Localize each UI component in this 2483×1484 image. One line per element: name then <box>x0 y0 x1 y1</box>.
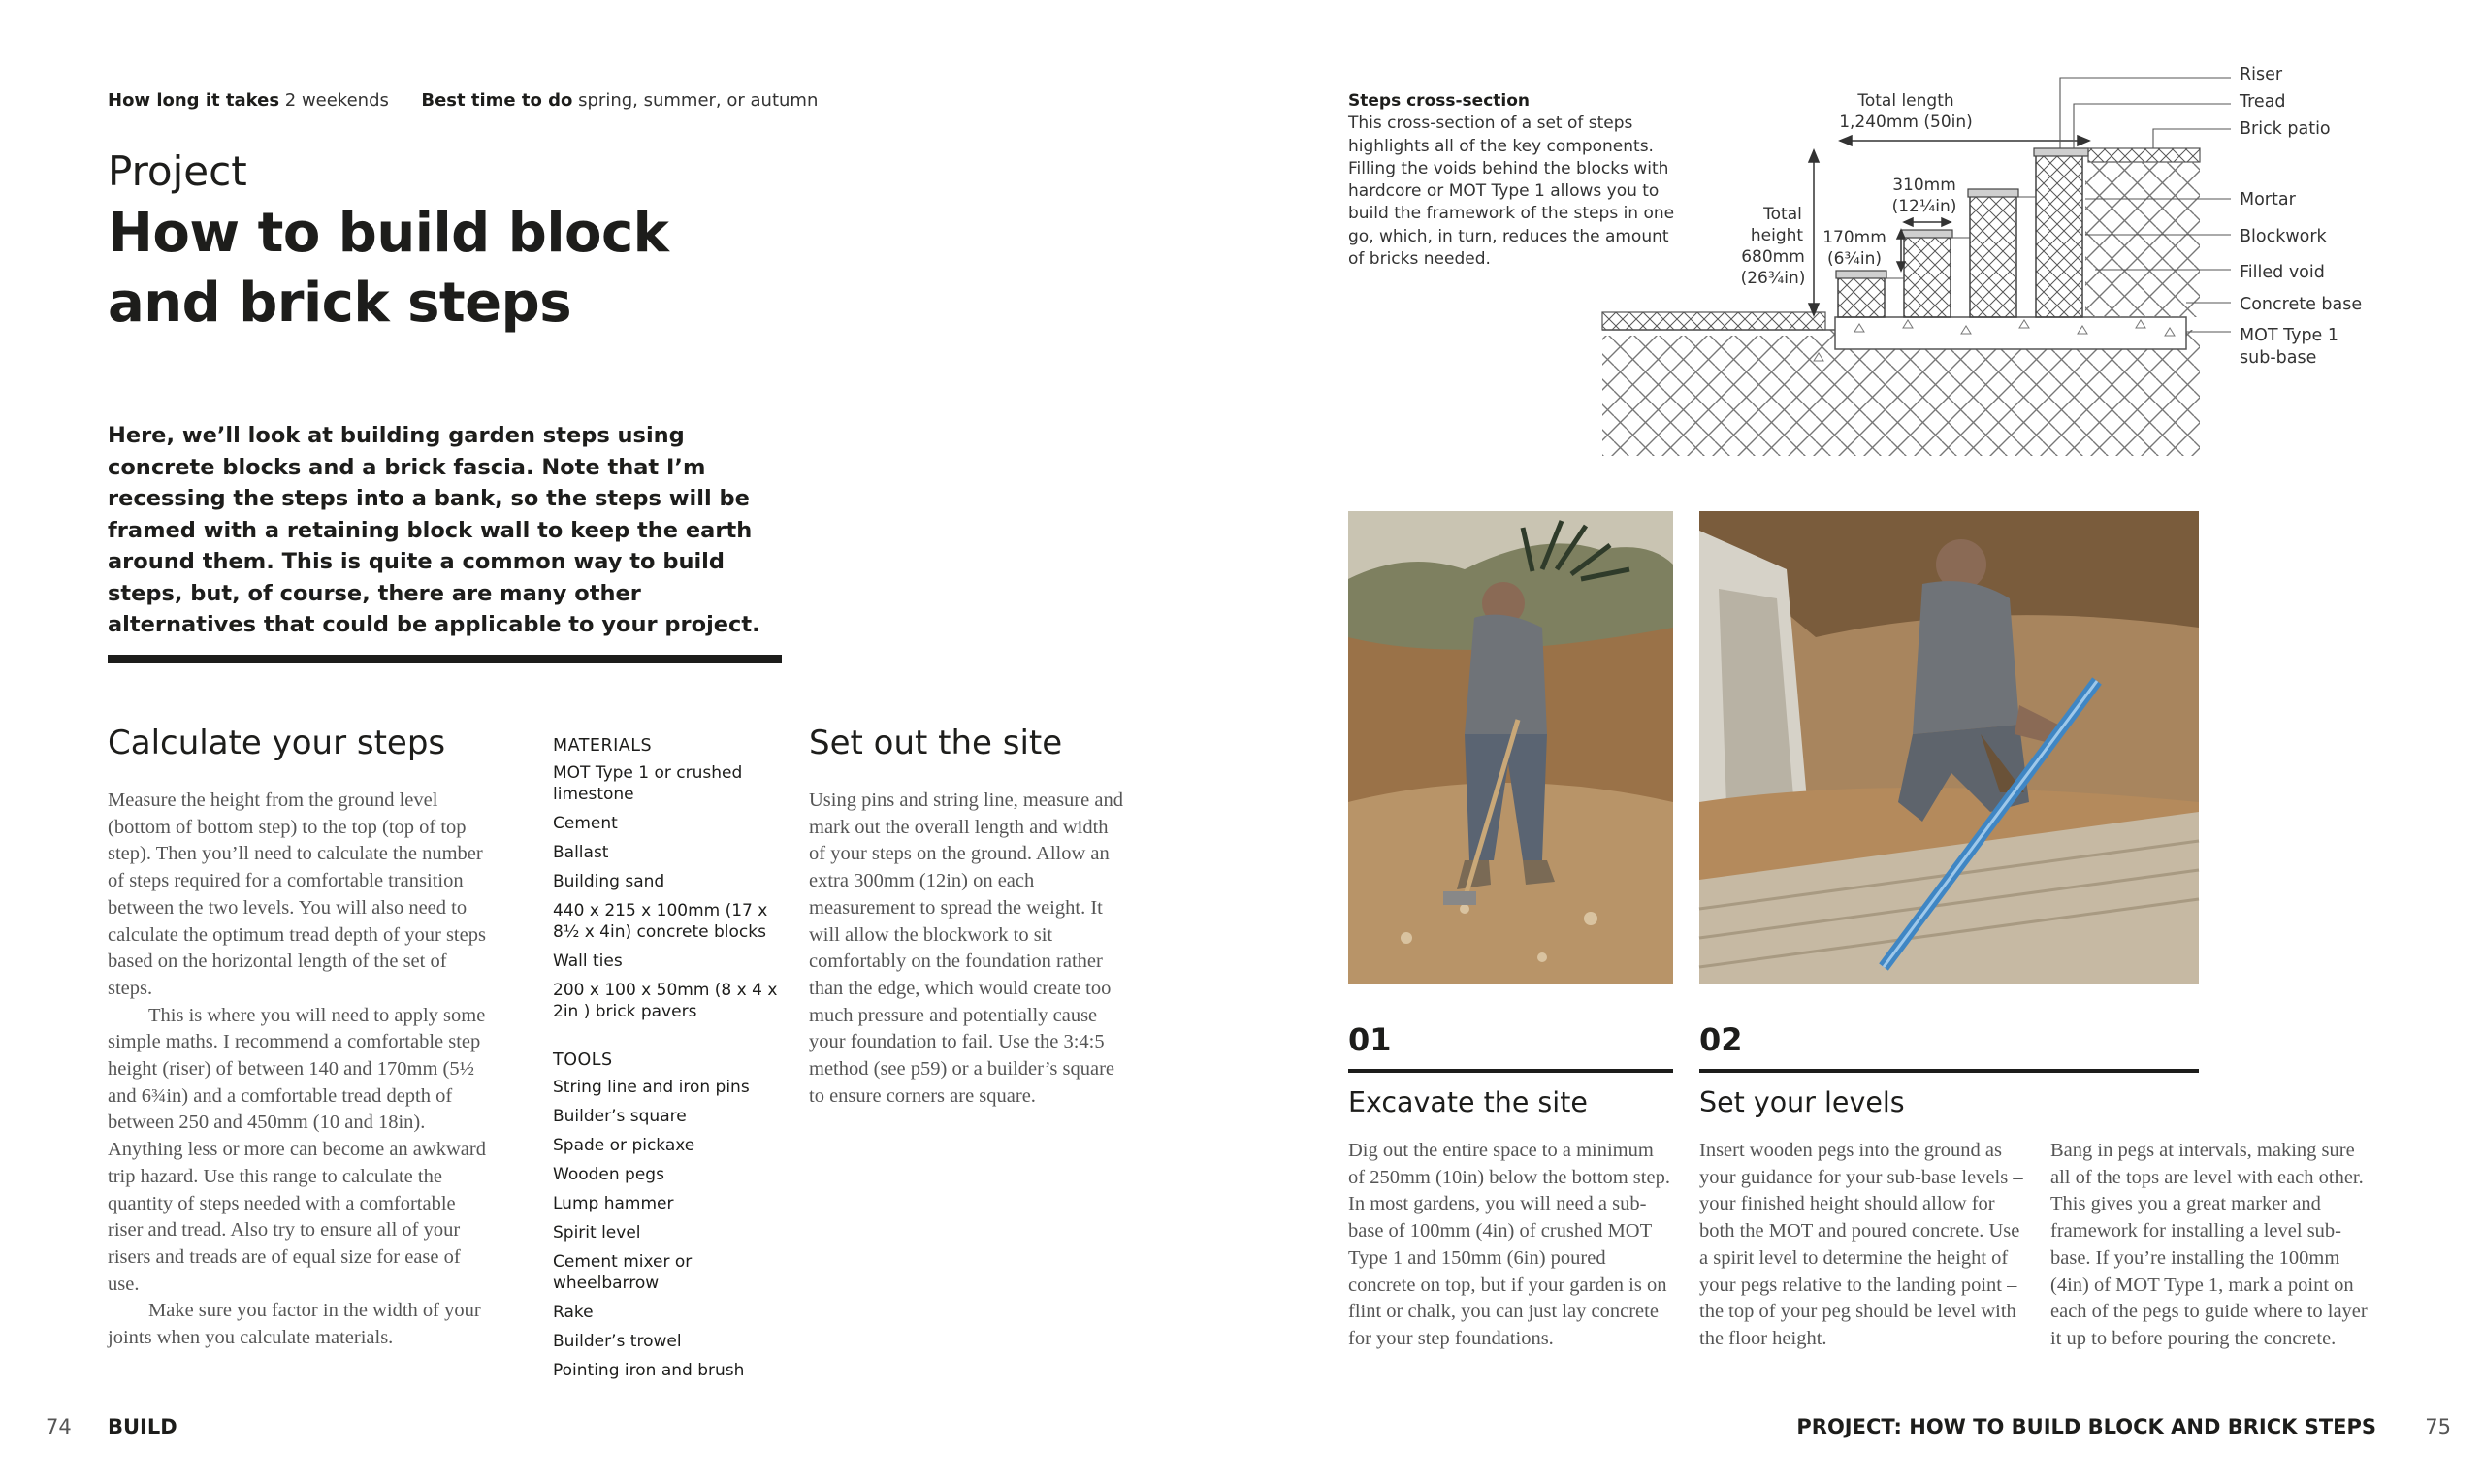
photo-setting-levels <box>1699 511 2199 984</box>
photo-excavating <box>1348 511 1673 984</box>
materials-item: 440 x 215 x 100mm (17 x 8½ x 4in) concrete blocks <box>553 901 768 942</box>
running-head-right: PROJECT: HOW TO BUILD BLOCK AND BRICK STEPS <box>1796 1415 2376 1438</box>
callout-mortar: Mortar <box>2240 190 2296 210</box>
duration-label: How long it takes <box>108 90 280 111</box>
diagram-caption-text: This cross-section of a set of steps highlights all of the key components. Filling the voids behind the blocks with hardcore or MOT Type 1 allows you to build the framework of the steps in one go, which, in turn, reduces the amount of bricks needed. <box>1348 113 1675 270</box>
project-meta <box>108 90 818 111</box>
callout-concrete-base: Concrete base <box>2240 295 2363 314</box>
duration-value: 2 weekends <box>284 90 389 111</box>
total-height-label-2: height <box>1750 226 1804 245</box>
materials-item: MOT Type 1 or crushed limestone <box>553 763 743 804</box>
callout-mot-type-1: MOT Type 1 <box>2240 326 2339 345</box>
set-out-paragraph: Using pins and string line, measure and mark out the overall length and width of your steps on the ground. Allow an extra 300mm (12in) on each measurement to spread the weight. It will allow the blockwork to sit comfortably on the foundation rather than the edge, which would create too much pressure and potentially cause your foundation to fail. Use the 3:4:5 method (see p59) or a builder’s square to ensure corners are square. <box>809 790 1123 1107</box>
total-height-label-1: Total <box>1763 205 1802 224</box>
season-label: Best time to do <box>421 90 573 111</box>
tools-item: Rake <box>553 1303 594 1322</box>
tools-item: Builder’s square <box>553 1107 687 1126</box>
total-height-imperial: (26¾in) <box>1740 269 1806 288</box>
project-kicker: Project <box>108 147 247 195</box>
tools-item: Spirit level <box>553 1223 641 1242</box>
callout-filled-void: Filled void <box>2240 263 2325 282</box>
intro-paragraph: Here, we’ll look at building garden steps using concrete blocks and a brick fascia. Note that I’m recessing the steps into a bank, so the steps will be framed with a retaining block wall to keep the earth around them. This is quite a common way to build steps, but, of course, there are many other alternatives that could be applicable to your project. <box>108 423 760 637</box>
upper-patio <box>2088 148 2200 162</box>
tools-item: Cement mixer or wheelbarrow <box>553 1252 693 1293</box>
step-body-2: Insert wooden pegs into the ground as your guidance for your sub-base levels – your finished height should allow for both the MOT and poured concrete. Use a spirit level to determine the height of your pegs relative to the landing point – the top of your peg should be level with the floor height. <box>1699 1140 2023 1349</box>
calculate-paragraph: Make sure you factor in the width of your joints when you calculate materials. <box>108 1300 481 1349</box>
page-title: How to build block and brick steps <box>108 202 669 335</box>
step-body-2-continued: Bang in pegs at intervals, making sure all of the tops are level with each other. This gives you a great marker and framework for installing a level sub-base. If you’re installing the 100mm (4in) of MOT Type 1, mark a point on each of the pegs to guide where to layer it up to before pouring the concrete. <box>2050 1140 2368 1349</box>
page-number-left: 74 <box>46 1415 72 1438</box>
riser-dim-imperial: (6¾in) <box>1826 249 1883 269</box>
materials-item: Ballast <box>553 843 609 862</box>
calculate-body <box>108 788 491 1352</box>
season-value: spring, summer, or autumn <box>578 90 819 111</box>
calculate-heading: Calculate your steps <box>108 724 446 762</box>
materials-item: Wall ties <box>553 952 623 971</box>
materials-item: Building sand <box>553 872 665 891</box>
diagram-caption-title: Steps cross-section <box>1348 91 1530 111</box>
total-height-value: 680mm <box>1741 247 1805 267</box>
step-number-2: 02 <box>1699 1021 1743 1058</box>
lower-patio <box>1602 312 1825 330</box>
section-divider <box>108 655 782 663</box>
materials-item: 200 x 100 x 50mm (8 x 4 x 2in ) brick pavers <box>553 981 778 1021</box>
step-2 <box>1902 230 1952 317</box>
step-title-2: Set your levels <box>1699 1086 1905 1118</box>
calculate-paragraph: This is where you will need to apply some simple maths. I recommend a comfortable step height (riser) of between 140 and 170mm (5½ and 6¾in) and a comfortable tread depth of between 250 and 450mm (10 and 18in). Anything less or more can become an awkward trip hazard. Use this range to calculate the quantity of steps needed with a comfortable riser and tread. Also try to ensure all of your risers and treads are of equal size for ease of use. <box>108 1004 486 1295</box>
running-head-left: BUILD <box>108 1415 177 1438</box>
step-rule-1 <box>1348 1069 1673 1073</box>
step-rule-2 <box>1699 1069 2199 1073</box>
tools-heading: TOOLS <box>553 1050 613 1070</box>
tools-item: String line and iron pins <box>553 1078 750 1097</box>
callout-riser: Riser <box>2240 65 2283 84</box>
tread-dim: 310mm <box>1892 176 1956 195</box>
total-length-value: 1,240mm (50in) <box>1839 113 1973 132</box>
set-out-body <box>809 788 1129 1110</box>
step-body-1: Dig out the entire space to a minimum of 250mm (10in) below the bottom step. In most gardens, you will need a sub-base of 100mm (4in) of crushed MOT Type 1 and 150mm (6in) poured concrete on top, but if your garden is on flint or chalk, you can just lay concrete for your step foundations. <box>1348 1140 1670 1349</box>
steps-cross-section-diagram <box>1348 58 2363 466</box>
tools-list <box>553 1050 786 1389</box>
page-number-right: 75 <box>2425 1415 2451 1438</box>
callout-tread: Tread <box>2240 92 2286 112</box>
set-out-heading: Set out the site <box>809 724 1063 762</box>
tools-item: Wooden pegs <box>553 1165 664 1184</box>
materials-heading: MATERIALS <box>553 736 653 756</box>
tools-item: Spade or pickaxe <box>553 1136 695 1155</box>
step-number-1: 01 <box>1348 1021 1392 1058</box>
callout-brick-patio: Brick patio <box>2240 119 2331 139</box>
step-1 <box>1836 271 1886 317</box>
concrete-base <box>1835 317 2186 349</box>
step-4 <box>2034 148 2088 317</box>
tools-item: Builder’s trowel <box>553 1332 682 1351</box>
materials-item: Cement <box>553 814 618 833</box>
callout-blockwork: Blockwork <box>2240 227 2327 246</box>
tread-dim-imperial: (12¼in) <box>1891 197 1957 216</box>
tools-item: Lump hammer <box>553 1194 674 1213</box>
step-title-1: Excavate the site <box>1348 1086 1588 1118</box>
materials-list <box>553 736 786 1030</box>
callout-sub-base: sub-base <box>2240 348 2317 368</box>
calculate-paragraph: Measure the height from the ground level (bottom of bottom step) to the top (top of top step). Then you’ll need to calculate the number of steps required for a comfortable transition between the two levels. You will also need to calculate the optimum tread depth of your steps based on the horizontal length of the set of steps. <box>108 790 486 999</box>
riser-dim: 170mm <box>1822 228 1886 247</box>
tools-item: Pointing iron and brush <box>553 1361 745 1380</box>
step-3 <box>1968 189 2018 317</box>
total-length-label: Total length <box>1857 91 1954 111</box>
